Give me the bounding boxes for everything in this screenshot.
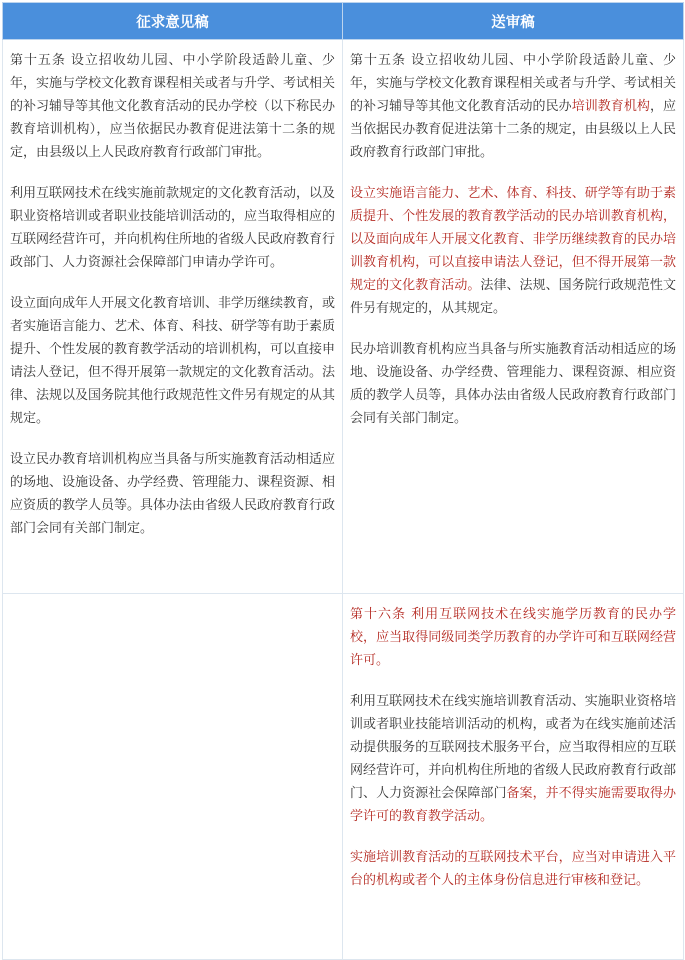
comparison-table bbox=[2, 2, 684, 960]
comment-draft-article-15-para-4: 设立民办教育培训机构应当具备与所实施教育活动相适应的场地、设施设备、办学经费、管理能力、课程资源、相应资质的教学人员等。具体办法由省级人民政府教育行政部门会同有关部门制定。 bbox=[10, 452, 336, 536]
comment-draft-article-15-para-3: 设立面向成年人开展文化教育培训、非学历继续教育，或者实施语言能力、艺术、体育、科技、研学等有助于素质提升、个性发展的教育教学活动的培训机构，可以直接申请法人登记，但不得开展第一款规定的文化教育活动。法律、法规以及国务院其他行政规范性文件另有规定的从其规定。 bbox=[10, 296, 336, 426]
review-draft-para-2-changed-text: 设立实施语言能力、艺术、体育、科技、研学等有助于素质提升、个性发展的教育教学活动的民办培训教育机构，以及面向成年人开展文化教育、非学历继续教育的民办培训教育机构，可以直接申请法人登记，但不得开展第一款规定的文化教育活动。 bbox=[350, 186, 676, 293]
article-16-review-draft-cell bbox=[343, 594, 684, 960]
review-draft-article-16-para-2-changed-text: 备案，并不得实施需要取得办学许可的教育教学活动。 bbox=[350, 786, 676, 824]
comparison-document bbox=[2, 2, 683, 960]
review-draft-para-2-text-end: 法律、法规、国务院行政规范性文件另有规定的，从其规定。 bbox=[350, 278, 676, 316]
review-draft-para-1-changed-text: 培训教育机构 bbox=[571, 99, 650, 114]
comment-draft-article-15-para-2: 利用互联网技术在线实施前款规定的文化教育活动，以及职业资格培训或者职业技能培训活动的，应当取得相应的互联网经营许可，并向机构住所地的省级人民政府教育行政部门、人力资源社会保障部门申请办学许可。 bbox=[10, 186, 336, 270]
header-draft-for-comment: 征求意见稿 bbox=[3, 3, 343, 40]
review-draft-article-16-para-3: 实施培训教育活动的互联网技术平台，应当对申请进入平台的机构或者个人的主体身份信息进行审核和登记。 bbox=[350, 850, 676, 888]
header-draft-for-review: 送审稿 bbox=[343, 3, 684, 40]
review-draft-article-15-para-3: 民办培训教育机构应当具备与所实施教育活动相适应的场地、设施设备、办学经费、管理能力、课程资源、相应资质的教学人员等，具体办法由省级人民政府教育行政部门会同有关部门制定。 bbox=[350, 342, 676, 426]
article-15-comment-draft-cell bbox=[3, 40, 343, 594]
article-16-comment-draft-cell-empty bbox=[3, 594, 343, 960]
article-15-review-draft-cell bbox=[343, 40, 684, 594]
review-draft-article-16-para-1: 第十六条 利用互联网技术在线实施学历教育的民办学校，应当取得同级同类学历教育的办学许可和互联网经营许可。 bbox=[350, 607, 676, 668]
review-draft-para-1-text-end: ，应当依据民办教育促进法第十二条的规定，由县级以上人民政府教育行政部门审批。 bbox=[350, 99, 676, 160]
review-draft-article-15-para-1 bbox=[350, 49, 676, 164]
review-draft-article-16-para-2 bbox=[350, 690, 676, 828]
comment-draft-article-15-para-1: 第十五条 设立招收幼儿园、中小学阶段适龄儿童、少年，实施与学校文化教育课程相关或者与升学、考试相关的补习辅导等其他文化教育活动的民办学校（以下称民办教育培训机构），应当依据民办教育促进法第十二条的规定，由县级以上人民政府教育行政部门审批。 bbox=[10, 53, 336, 160]
review-draft-para-1-text: 第十五条 设立招收幼儿园、中小学阶段适龄儿童、少年，实施与学校文化教育课程相关或者与升学、考试相关的补习辅导等其他文化教育活动的民办 bbox=[350, 53, 676, 114]
header-row bbox=[3, 3, 684, 40]
article-16-row bbox=[3, 594, 684, 960]
review-draft-article-15-para-2 bbox=[350, 182, 676, 320]
review-draft-article-16-para-2-text: 利用互联网技术在线实施培训教育活动、实施职业资格培训或者职业技能培训活动的机构，或者为在线实施前述活动提供服务的互联网技术服务平台，应当取得相应的互联网经营许可，并向机构住所地的省级人民政府教育行政部门、人力资源社会保障部门 bbox=[350, 694, 676, 801]
article-15-row bbox=[3, 40, 684, 594]
